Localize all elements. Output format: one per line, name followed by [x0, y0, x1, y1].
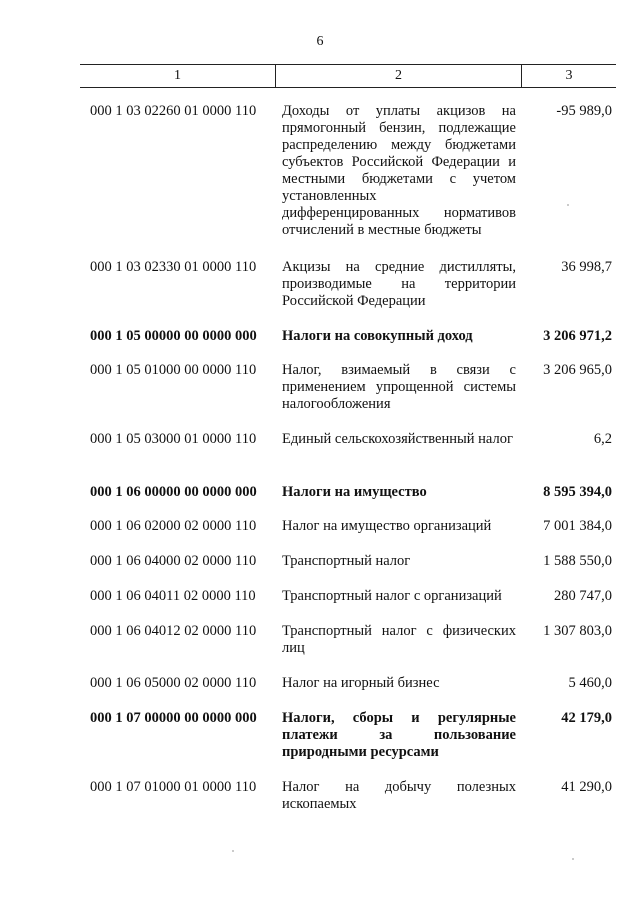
row-code: 000 1 05 01000 00 0000 110: [90, 362, 257, 378]
row-code: 000 1 05 03000 01 0000 110: [90, 431, 257, 447]
row-amount: 3 206 965,0: [543, 362, 612, 378]
row-name: Налоги, сборы и регулярные платежи за пользование природными ресурсами: [282, 710, 516, 760]
row-amount: 280 747,0: [554, 588, 612, 604]
row-code: 000 1 05 00000 00 0000 000: [90, 328, 257, 344]
row-amount: 1 307 803,0: [543, 623, 612, 639]
row-amount: 3 206 971,2: [543, 328, 612, 344]
row-code: 000 1 03 02260 01 0000 110: [90, 103, 257, 119]
row-amount: 42 179,0: [561, 710, 612, 726]
header-column-3: 3: [565, 68, 573, 83]
row-name: Налог на добычу полезных ископаемых: [282, 779, 516, 812]
row-amount: 1 588 550,0: [543, 553, 612, 569]
row-code: 000 1 06 04011 02 0000 110: [90, 588, 256, 604]
header-column-1: 1: [80, 65, 276, 87]
table-header: [80, 64, 616, 88]
row-code: 000 1 06 04000 02 0000 110: [90, 553, 257, 569]
row-code: 000 1 06 04012 02 0000 110: [90, 623, 257, 639]
page-number: 6: [316, 34, 324, 49]
row-amount: 5 460,0: [568, 675, 612, 691]
row-name: Транспортный налог: [282, 553, 411, 569]
row-amount: -95 989,0: [556, 103, 612, 119]
row-name: Налог на игорный бизнес: [282, 675, 440, 691]
row-name: Налог на имущество организаций: [282, 518, 492, 534]
row-name: Налоги на имущество: [282, 484, 427, 500]
row-code: 000 1 06 05000 02 0000 110: [90, 675, 257, 691]
row-code: 000 1 03 02330 01 0000 110: [90, 259, 257, 275]
scan-speck: [232, 850, 234, 852]
header-column-2: 2: [276, 65, 522, 87]
row-name: Акцизы на средние дистилляты, производимые на территории Российской Федерации: [282, 259, 516, 309]
row-name: Налоги на совокупный доход: [282, 328, 473, 344]
row-name: Транспортный налог с организаций: [282, 588, 502, 604]
row-amount: 8 595 394,0: [543, 484, 612, 500]
row-amount: 41 290,0: [561, 779, 612, 795]
row-name: Транспортный налог с физических лиц: [282, 623, 516, 656]
row-amount: 6,2: [593, 431, 612, 447]
row-amount: 7 001 384,0: [543, 518, 612, 534]
row-amount: 36 998,7: [561, 259, 612, 275]
row-code: 000 1 06 00000 00 0000 000: [90, 484, 257, 500]
row-code: 000 1 07 00000 00 0000 000: [90, 710, 257, 726]
row-name: Единый сельскохозяйственный налог: [282, 431, 513, 447]
scan-speck: [567, 204, 569, 206]
row-name: Доходы от уплаты акцизов на прямогонный бензин, подлежащие распределению между бюджетами субъектов Российской Федерации и местными бюджетами с учетом установленных дифференцированных нормативов отчислений в местные бюджеты: [282, 103, 516, 238]
scan-speck: [572, 858, 574, 860]
row-code: 000 1 07 01000 01 0000 110: [90, 779, 257, 795]
row-code: 000 1 06 02000 02 0000 110: [90, 518, 257, 534]
row-name: Налог, взимаемый в связи с применением упрощенной системы налогообложения: [282, 362, 516, 412]
